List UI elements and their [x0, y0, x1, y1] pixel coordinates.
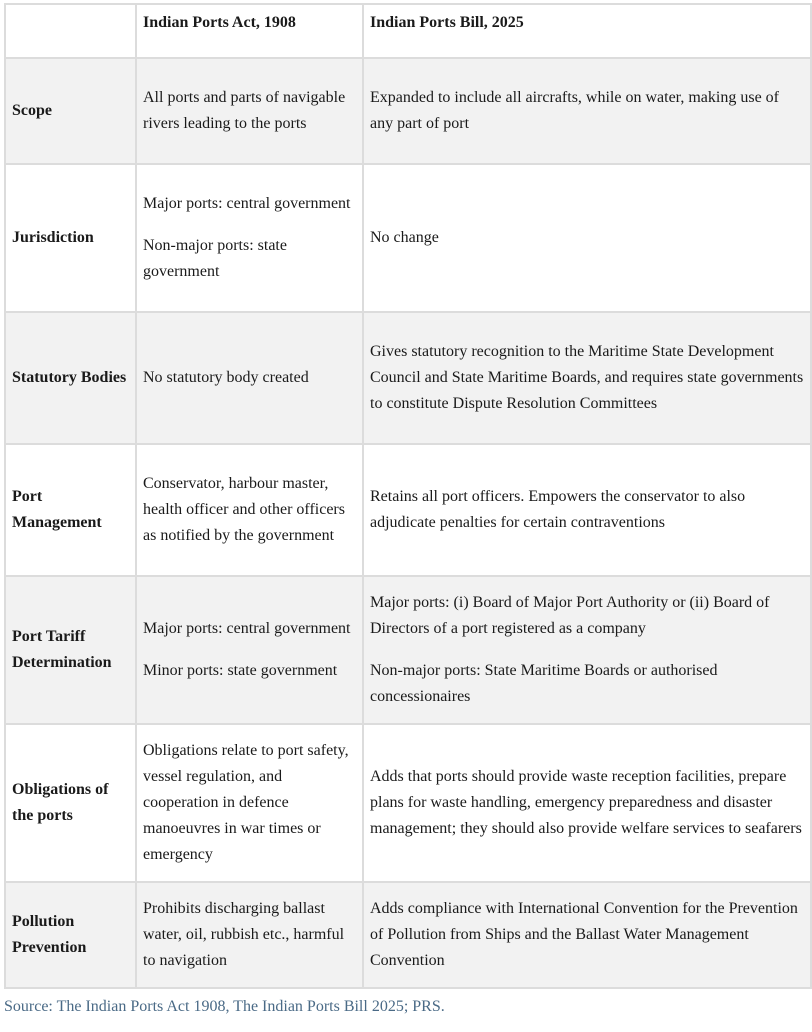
- table-row: [5, 724, 811, 882]
- cell-text: All ports and parts of navigable rivers leading to the ports: [143, 89, 346, 132]
- row-label: Port Tariff Determination: [5, 576, 136, 724]
- bill-cell: [363, 312, 811, 444]
- row-label: Scope: [5, 58, 136, 164]
- act-cell: [136, 444, 363, 576]
- cell-text: Obligations relate to port safety, vessel regulation, and cooperation in defence manoeuvres in war times or emergency: [143, 742, 349, 863]
- cell-text: Retains all port officers. Empowers the conservator to also adjudicate penalties for certain contraventions: [370, 488, 746, 531]
- cell-text: Gives statutory recognition to the Maritime State Development Council and State Maritime Boards, and requires state governments to constitute Dispute Resolution Committees: [370, 343, 804, 412]
- cell-text: Major ports: central government: [143, 620, 351, 637]
- cell-text: Major ports: central government: [143, 195, 351, 212]
- bill-cell: [363, 58, 811, 164]
- header-empty-cell: [5, 4, 136, 58]
- row-label: Jurisdiction: [5, 164, 136, 312]
- table-row: [5, 882, 811, 988]
- cell-text: Conservator, harbour master, health officer and other officers as notified by the government: [143, 475, 345, 544]
- cell-text: Major ports: (i) Board of Major Port Authority or (ii) Board of Directors of a port registered as a company: [370, 594, 770, 637]
- cell-text: No statutory body created: [143, 369, 309, 386]
- bill-cell: [363, 164, 811, 312]
- cell-text: Non-major ports: state government: [143, 237, 287, 280]
- cell-text: No change: [370, 229, 439, 246]
- row-label: Statutory Bodies: [5, 312, 136, 444]
- header-bill: Indian Ports Bill, 2025: [363, 4, 811, 58]
- act-cell: [136, 724, 363, 882]
- table-row: [5, 312, 811, 444]
- cell-text: Prohibits discharging ballast water, oil, rubbish etc., harmful to navigation: [143, 900, 345, 969]
- row-label: Pollution Prevention: [5, 882, 136, 988]
- comparison-table: [4, 3, 812, 989]
- act-cell: [136, 312, 363, 444]
- bill-cell: [363, 444, 811, 576]
- cell-text: Expanded to include all aircrafts, while on water, making use of any part of port: [370, 89, 779, 132]
- cell-text: Adds compliance with International Convention for the Prevention of Pollution from Ships and the Ballast Water Management Convention: [370, 900, 798, 969]
- act-cell: [136, 882, 363, 988]
- cell-text: Non-major ports: State Maritime Boards or authorised concessionaires: [370, 662, 718, 705]
- act-cell: [136, 164, 363, 312]
- cell-text: Minor ports: state government: [143, 662, 338, 679]
- table-row: [5, 444, 811, 576]
- bill-cell: [363, 576, 811, 724]
- source-note: Source: The Indian Ports Act 1908, The Indian Ports Bill 2025; PRS.: [4, 998, 445, 1015]
- table-row: [5, 576, 811, 724]
- row-label: Port Management: [5, 444, 136, 576]
- row-label: Obligations of the ports: [5, 724, 136, 882]
- table-row: [5, 58, 811, 164]
- bill-cell: [363, 882, 811, 988]
- header-act: Indian Ports Act, 1908: [136, 4, 363, 58]
- cell-text: Adds that ports should provide waste reception facilities, prepare plans for waste handling, emergency preparedness and disaster management; they should also provide welfare services to seafarers: [370, 768, 802, 837]
- table-row: [5, 164, 811, 312]
- header-row: [5, 4, 811, 58]
- act-cell: [136, 58, 363, 164]
- act-cell: [136, 576, 363, 724]
- bill-cell: [363, 724, 811, 882]
